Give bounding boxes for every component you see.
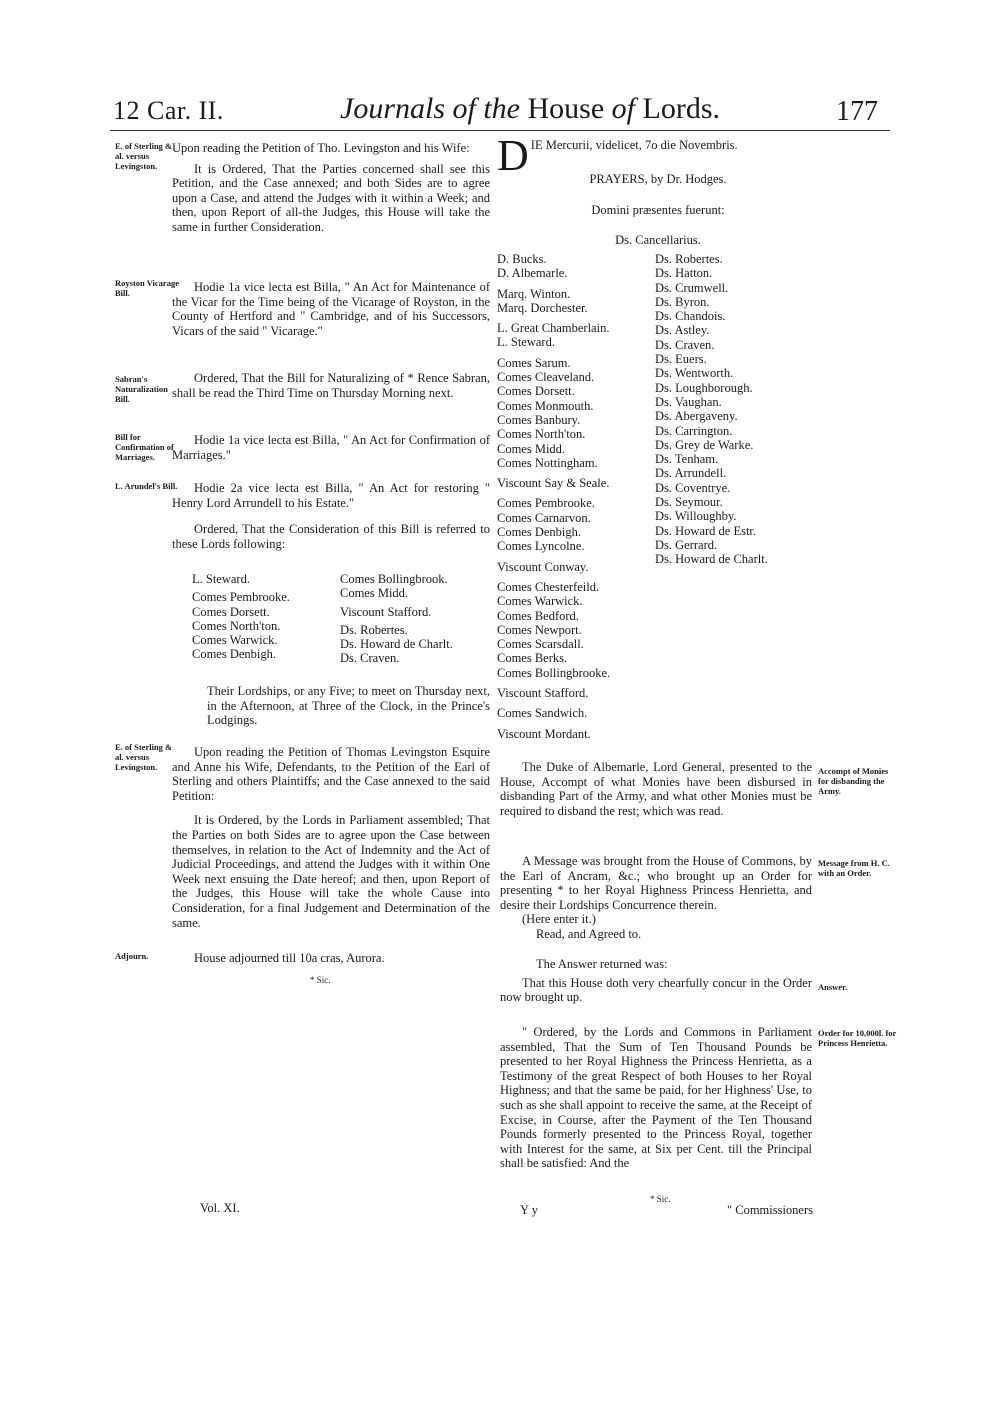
paragraph: Hodie 1a vice lecta est Billa, " An Act for Maintenance of the Vicar for the Time being of the Vicarage of Royston, in the County of Hertford and " Cambridge, and of his Successors, Vicars of the said " Vicarage." [172, 280, 490, 338]
entry-commons-message [500, 854, 812, 942]
list-item: Ds. Craven. [655, 337, 715, 352]
entry-answer [500, 957, 812, 1005]
lords-present-list-a [497, 252, 610, 741]
list-item: Comes Dorsett. [497, 384, 575, 399]
list-item: Comes Denbigh. [497, 525, 582, 540]
list-item: Ds. Robertes. [340, 622, 408, 637]
paragraph: A Message was brought from the House of Commons, by the Earl of Ancram, &c.; who brought up an Order for presenting * to her Royal Highness Princess Henrietta, and desire their Lordships Concurrence therein. [500, 854, 812, 912]
margin-note-arundel: L. Arundel's Bill. [115, 481, 178, 491]
list-item: Ds. Howard de Charlt. [655, 552, 768, 567]
list-item: Comes Bedford. [497, 608, 579, 623]
list-item: Comes Bollingbrook. [340, 572, 448, 586]
list-item: Viscount Stafford. [497, 686, 589, 701]
paragraph: Hodie 2a vice lecta est Billa, " An Act for restoring " Henry Lord Arrundell to his Estate." [172, 481, 490, 510]
committee-list-left [192, 572, 290, 662]
list-item: Viscount Mordant. [497, 726, 591, 741]
footnote-sic-left: * Sic. [310, 975, 331, 985]
list-item: Comes North'ton. [497, 427, 586, 442]
list-item: Ds. Loughborough. [655, 380, 753, 395]
signature-mark: Y y [520, 1203, 538, 1217]
list-item: Comes Cleaveland. [497, 370, 595, 385]
list-item: Ds. Craven. [340, 651, 400, 666]
entry-arundel-bill [172, 481, 490, 551]
list-item: Ds. Willoughby. [655, 509, 737, 524]
list-item: Comes Pembrooke. [192, 590, 290, 605]
margin-note-adjourn: Adjourn. [115, 951, 149, 961]
margin-note-message: Message from H. C. with an Order. [818, 858, 890, 878]
margin-note-sabran: Sabran's Naturalization Bill. [115, 374, 168, 404]
list-item: Ds. Gerrard. [655, 537, 718, 552]
list-item: Comes Chesterfeild. [497, 579, 600, 594]
list-item: Ds. Robertes. [655, 252, 723, 266]
list-item: Ds. Carrington. [655, 423, 733, 438]
list-item: Comes Nottingham. [497, 455, 598, 470]
list-item: Ds. Wentworth. [655, 366, 734, 381]
margin-note-marriages: Bill for Confirmation of Marriages. [115, 432, 174, 462]
list-item: Viscount Stafford. [340, 604, 432, 619]
chancellor-line: Ds. Cancellarius. [615, 233, 701, 247]
running-head-title: Journals of the House of Lords. [340, 92, 720, 125]
list-item: Ds. Euers. [655, 352, 707, 367]
paragraph: House adjourned till 10a cras, Aurora. [194, 951, 385, 965]
margin-note-answer: Answer. [818, 982, 848, 992]
list-item: Ds. Chandois. [655, 309, 726, 324]
entry-marriages-bill [172, 433, 490, 462]
volume-label: Vol. XI. [200, 1201, 240, 1215]
list-item: Comes Banbury. [497, 412, 581, 427]
list-item: Ds. Arrundell. [655, 466, 727, 481]
list-item: Comes Scarsdall. [497, 637, 584, 652]
paragraph: It is Ordered, by the Lords in Parliament assembled; That the Parties on both Sides are to agree upon the Case between themselves, in relation to the Act of Indemnity and the Act of Judicial Proceedings, and attend the Judges with it within One Week next ensuing the Date hereof; and then, upon Report of the Judges, this House will take the whole Cause into Consideration, for a final Judgement and Determination of the same. [172, 813, 490, 930]
list-item: Ds. Howard de Charlt. [340, 637, 453, 652]
entry-levingston-petition [172, 745, 490, 930]
list-item: Comes Newport. [497, 622, 582, 637]
margin-note-sterling-1: E. of Sterling & al. versus Levingston. [115, 141, 173, 171]
list-item: Viscount Say & Seale. [497, 476, 610, 491]
entry-sabran-bill [172, 371, 490, 400]
paragraph: Ordered, That the Bill for Naturalizing of * Rence Sabran, shall be read the Third Time on Thursday Morning next. [172, 371, 490, 400]
list-item: L. Steward. [192, 572, 250, 586]
paragraph: Upon reading the Petition of Thomas Levingston Esquire and Anne his Wife, Defendants, to the Petition of the Earl of Sterling and others Plaintiffs; and the Case annexed to the said Petition: [172, 745, 490, 803]
paragraph: Ordered, That the Consideration of this Bill is referred to these Lords following: [172, 522, 490, 551]
margin-note-order-henrietta: Order for 10,000l. for Princess Henrietta. [818, 1028, 897, 1048]
list-item: Comes Dorsett. [192, 604, 270, 619]
list-item: Comes Bollingbrooke. [497, 665, 611, 680]
paragraph: That this House doth very chearfully concur in the Order now brought up. [500, 975, 812, 1005]
footnote-sic-right: * Sic. [650, 1194, 671, 1204]
list-item: Comes Carnarvon. [497, 510, 591, 525]
entry-adjourn [194, 951, 490, 966]
list-item: L. Steward. [497, 335, 555, 350]
list-item: Ds. Abergaveny. [655, 409, 738, 424]
list-item: Ds. Grey de Warke. [655, 437, 754, 452]
list-item: Marq. Winton. [497, 286, 571, 301]
list-item: Comes Lyncolne. [497, 539, 585, 554]
prayers-line: PRAYERS, by Dr. Hodges. [589, 172, 727, 186]
list-item: Ds. Seymour. [655, 495, 723, 510]
list-item: Comes Sarum. [497, 355, 571, 370]
drop-cap: D [497, 131, 529, 180]
list-item: Comes Berks. [497, 651, 568, 666]
list-item: Ds. Howard de Estr. [655, 523, 757, 538]
paragraph: Read, and Agreed to. [536, 926, 642, 941]
entry-order-henrietta [500, 1025, 812, 1171]
list-item: Marq. Dorchester. [497, 300, 588, 315]
list-item: Comes Pembrooke. [497, 496, 595, 511]
lords-present-list-b [655, 252, 768, 567]
list-item: D. Albemarle. [497, 266, 568, 281]
entry-committee-meeting [207, 684, 490, 728]
list-item: Ds. Crumwell. [655, 280, 729, 295]
list-item: Comes Midd. [497, 441, 566, 456]
committee-list-right [340, 572, 453, 666]
paragraph: Hodie 1a vice lecta est Billa, " An Act for Confirmation of Marriages." [172, 433, 490, 462]
paragraph: The Duke of Albemarle, Lord General, presented to the House, Accompt of what Monies have been disbursed in disbanding Part of the Army, and what other Monies must be required to disband the rest; which was read. [500, 760, 812, 818]
list-item: Comes North'ton. [192, 618, 281, 633]
margin-note-sterling-2: E. of Sterling & al. versus Levingston. [115, 742, 173, 772]
list-item: L. Great Chamberlain. [497, 321, 610, 336]
list-item: Ds. Astley. [655, 323, 710, 338]
list-item: Ds. Hatton. [655, 266, 713, 281]
list-item: Ds. Vaughan. [655, 394, 722, 409]
dateline-text: IE Mercurii, videlicet, 7o die Novembris. [530, 138, 738, 152]
paragraph: It is Ordered, That the Parties concerned shall see this Petition, and the Case annexed; and both Sides are to agree upon a Case, and attend the Judges with it within a Week; and then, upon Report of all-the Judges, this House will take the same in further Consideration. [172, 161, 490, 234]
list-item: Comes Denbigh. [192, 647, 277, 662]
running-head-regnal-year: 12 Car. II. [113, 96, 224, 125]
list-item: Ds. Byron. [655, 294, 710, 309]
list-item: Ds. Tenham. [655, 452, 719, 467]
paragraph: Upon reading the Petition of Tho. Levingston and his Wife: [172, 141, 470, 155]
margin-note-accompt: Accompt of Monies for disbanding the Army. [818, 766, 889, 796]
present-line: Domini præsentes fuerunt: [591, 203, 725, 217]
list-item: Ds. Coventrye. [655, 480, 731, 495]
paragraph: (Here enter it.) [522, 912, 596, 927]
catchword: " Commissioners [727, 1203, 814, 1217]
entry-albemarle-accompt [500, 760, 812, 818]
paragraph: Their Lordships, or any Five; to meet on Thursday next, in the Afternoon, at Three of the Clock, in the Prince's Lodgings. [207, 684, 490, 728]
entry-royston-bill [172, 280, 490, 338]
margin-note-royston: Royston Vicarage Bill. [115, 278, 179, 298]
paragraph: The Answer returned was: [536, 957, 668, 971]
list-item: Comes Sandwich. [497, 706, 588, 721]
list-item: Viscount Conway. [497, 559, 589, 574]
list-item: D. Bucks. [497, 252, 547, 266]
page-number: 177 [836, 96, 878, 127]
list-item: Comes Midd. [340, 586, 409, 601]
paragraph: " Ordered, by the Lords and Commons in Parliament assembled, That the Sum of Ten Thousand Pounds be presented to her Royal Highness the Princess Henrietta, as a Testimony of the great Respect of both Houses to her Royal Highness; and that the same be paid, for her Highness' Use, to such as she shall appoint to receive the same, at the Receipt of Excise, in Course, after the Payment of the Ten Thousand Pounds formerly presented to the Princess Royal, together with Interest for the same, at Six per Cent. till the Principal shall be satisfied: And the [500, 1025, 812, 1171]
list-item: Comes Monmouth. [497, 398, 594, 413]
list-item: Comes Warwick. [192, 633, 278, 648]
list-item: Comes Warwick. [497, 594, 583, 609]
entry-sterling-petition [172, 141, 490, 235]
